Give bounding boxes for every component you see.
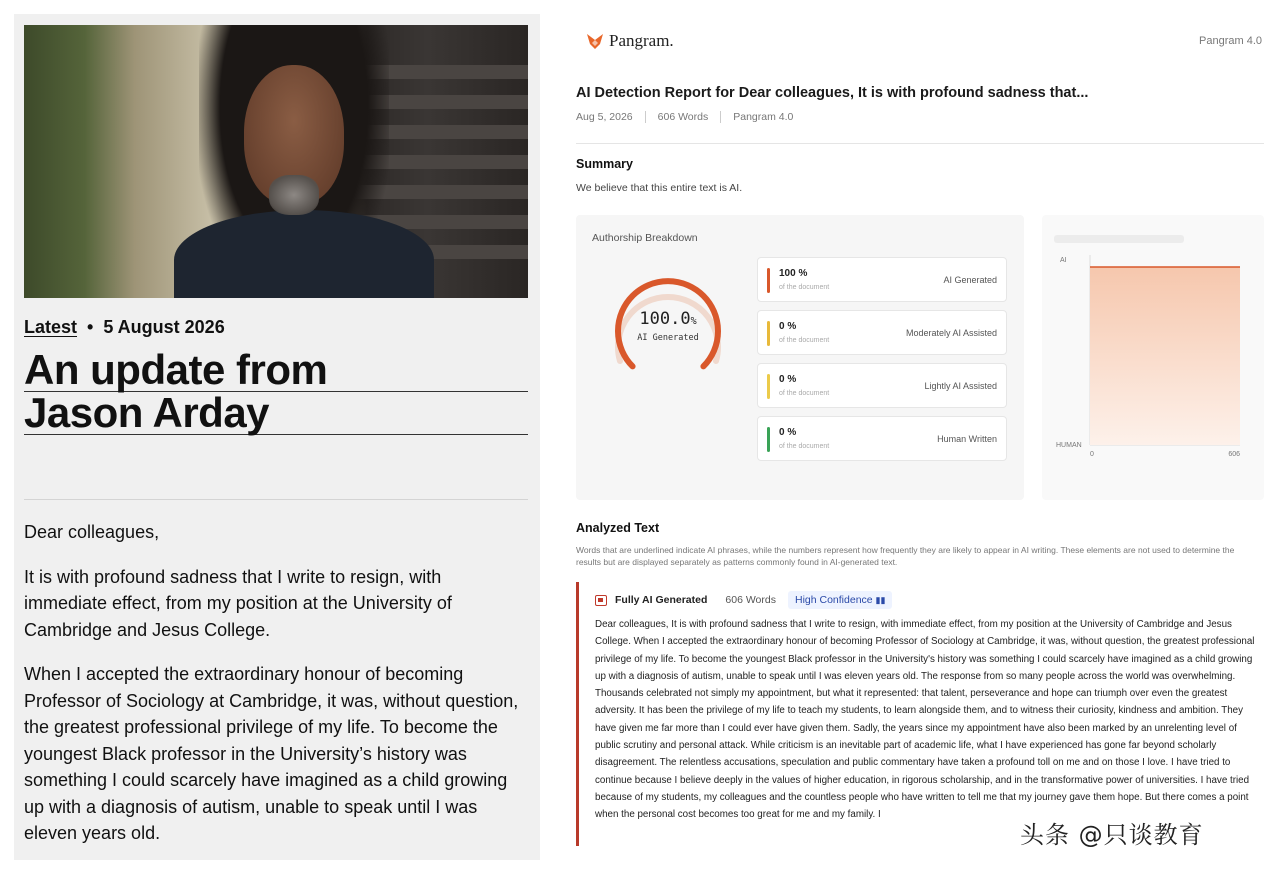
divider	[24, 499, 528, 500]
headline-line-2: Jason Arday	[24, 392, 528, 435]
category-sub: of the document	[779, 337, 830, 344]
category-ai-generated	[757, 257, 1007, 302]
fox-icon	[586, 32, 604, 50]
category-color-bar	[767, 427, 770, 452]
ai-detection-report	[560, 0, 1280, 874]
analyzed-segment	[576, 582, 1264, 846]
blurred-legend	[1054, 235, 1184, 243]
segment-header	[595, 591, 892, 609]
category-color-bar	[767, 374, 770, 399]
watermark: 头条 @只谈教育	[1020, 821, 1204, 849]
paragraph: Dear colleagues,	[24, 522, 160, 542]
article-body	[24, 519, 524, 860]
brand-name: Pangram.	[609, 31, 674, 50]
gauge-value: 100.0%	[639, 309, 697, 329]
x-tick-max: 606	[1228, 451, 1240, 458]
article-headline	[24, 346, 528, 436]
segment-text: Dear colleagues, It is with profound sadness that I write to resign, with immediate effect, from my position at the University of Cambridge and Jesus College. When I accepted the extraordinary honour of becoming Professor of Sociology at Cambridge, it was, without question, the greatest professional privilege of my life. To become the youngest Black professor in the University's history was something I could scarcely have imagined as a child growing up with a diagnosis of autism, unable to speak until I was eleven years old. The response from so many people across the world was overwhelming. Thousands celebrated not simply my appointment, but what it represented: that talent, perseverance and hope can triumph over even the greatest adversity. It has been the privilege of my life to teach my students, to learn alongside them, and to witness their curiosity, kindness and ambition. They have given me far more than I could ever have given them. Sadly, the years since my appointment have also been marked by an unrelenting level of public scrutiny and personal attack. While criticism is an inevitable part of academic life, what I have experienced has gone far beyond scholarly disagreement. The relentless accusations, speculation and public commentary have taken a profound toll on me and on those I love. I have tried to continue because I believe deeply in the values of higher education, in rigorous scholarship, and in the transformative power of universities. I have tried because of my students, my colleagues and the countless people who have written to tell me that my journey gave them hope. But there comes a point when the personal cost becomes too great for me and my family. I	[595, 619, 1255, 821]
paragraph: It is with profound sadness that I write to resign, with immediate effect, from my position at the University of Cambridge and Jesus College.	[24, 566, 452, 640]
headline-line-1: An update from	[24, 349, 528, 392]
article-date: 5 August 2026	[103, 317, 225, 337]
pangram-logo[interactable]	[586, 31, 674, 51]
segment-label: Fully AI Generated	[615, 594, 708, 606]
report-meta	[576, 111, 805, 123]
author-photo	[24, 25, 528, 298]
paragraph: When I accepted the extraordinary honour of becoming Professor of Sociology at Cambridge, it was, without question, the greatest professional privilege of my life. To become the youngest Black professor in the University’s history was something I could scarcely have imagined as a child growing up with a diagnosis of autism, unable to speak until I was eleven years old.	[24, 664, 519, 843]
authorship-breakdown	[576, 215, 1024, 500]
segment-word-count: 606 Words	[725, 594, 776, 606]
y-label-ai: AI	[1060, 257, 1067, 264]
area-fill	[1090, 267, 1240, 445]
category-human-written	[757, 416, 1007, 461]
report-date: Aug 5, 2026	[576, 111, 646, 123]
divider	[576, 143, 1264, 144]
report-model: Pangram 4.0	[733, 111, 794, 123]
category-sub: of the document	[779, 443, 830, 450]
ai-distribution-chart	[1042, 215, 1264, 500]
category-lightly-ai-assisted	[757, 363, 1007, 408]
category-sub: of the document	[779, 284, 830, 291]
category-link[interactable]: Latest	[24, 317, 78, 337]
category-moderately-ai-assisted	[757, 310, 1007, 355]
category-sub: of the document	[779, 390, 830, 397]
report-word-count: 606 Words	[646, 111, 722, 123]
analyzed-text-description: Words that are underlined indicate AI phrases, while the numbers represent how frequently they are likely to appear in AI writing. These elements are not used to determine the results but are displayed separately as patterns commonly found in AI-generated text.	[576, 545, 1235, 567]
meta-separator-dot: •	[87, 317, 94, 337]
category-name: AI Generated	[943, 275, 997, 285]
summary-title: Summary	[576, 157, 633, 171]
category-name: Moderately AI Assisted	[905, 328, 997, 338]
footer-strip	[560, 846, 1280, 874]
article-meta	[24, 317, 225, 338]
x-tick-min: 0	[1090, 451, 1094, 458]
category-percent: 0 %	[779, 374, 797, 385]
category-percent: 100 %	[779, 268, 808, 279]
y-label-human: HUMAN	[1056, 442, 1082, 449]
report-title: AI Detection Report for Dear colleagues, It is with profound sadness that...	[576, 85, 1089, 101]
analyzed-text-title: Analyzed Text	[576, 521, 660, 535]
robot-icon	[595, 595, 607, 606]
confidence-badge[interactable]: High Confidence ▮▮	[788, 591, 892, 609]
category-percent: 0 %	[779, 427, 797, 438]
category-color-bar	[767, 268, 770, 293]
model-version: Pangram 4.0	[1199, 35, 1262, 47]
category-name: Lightly AI Assisted	[924, 381, 997, 391]
gauge-label: AI Generated	[637, 333, 699, 343]
distribution-svg	[1042, 215, 1264, 500]
summary-text: We believe that this entire text is AI.	[576, 182, 743, 194]
breakdown-title: Authorship Breakdown	[592, 232, 698, 244]
article-panel	[14, 14, 540, 860]
category-percent: 0 %	[779, 321, 797, 332]
bar-chart-icon: ▮▮	[875, 595, 886, 605]
category-name: Human Written	[937, 434, 997, 444]
gauge-track	[618, 297, 718, 361]
category-color-bar	[767, 321, 770, 346]
